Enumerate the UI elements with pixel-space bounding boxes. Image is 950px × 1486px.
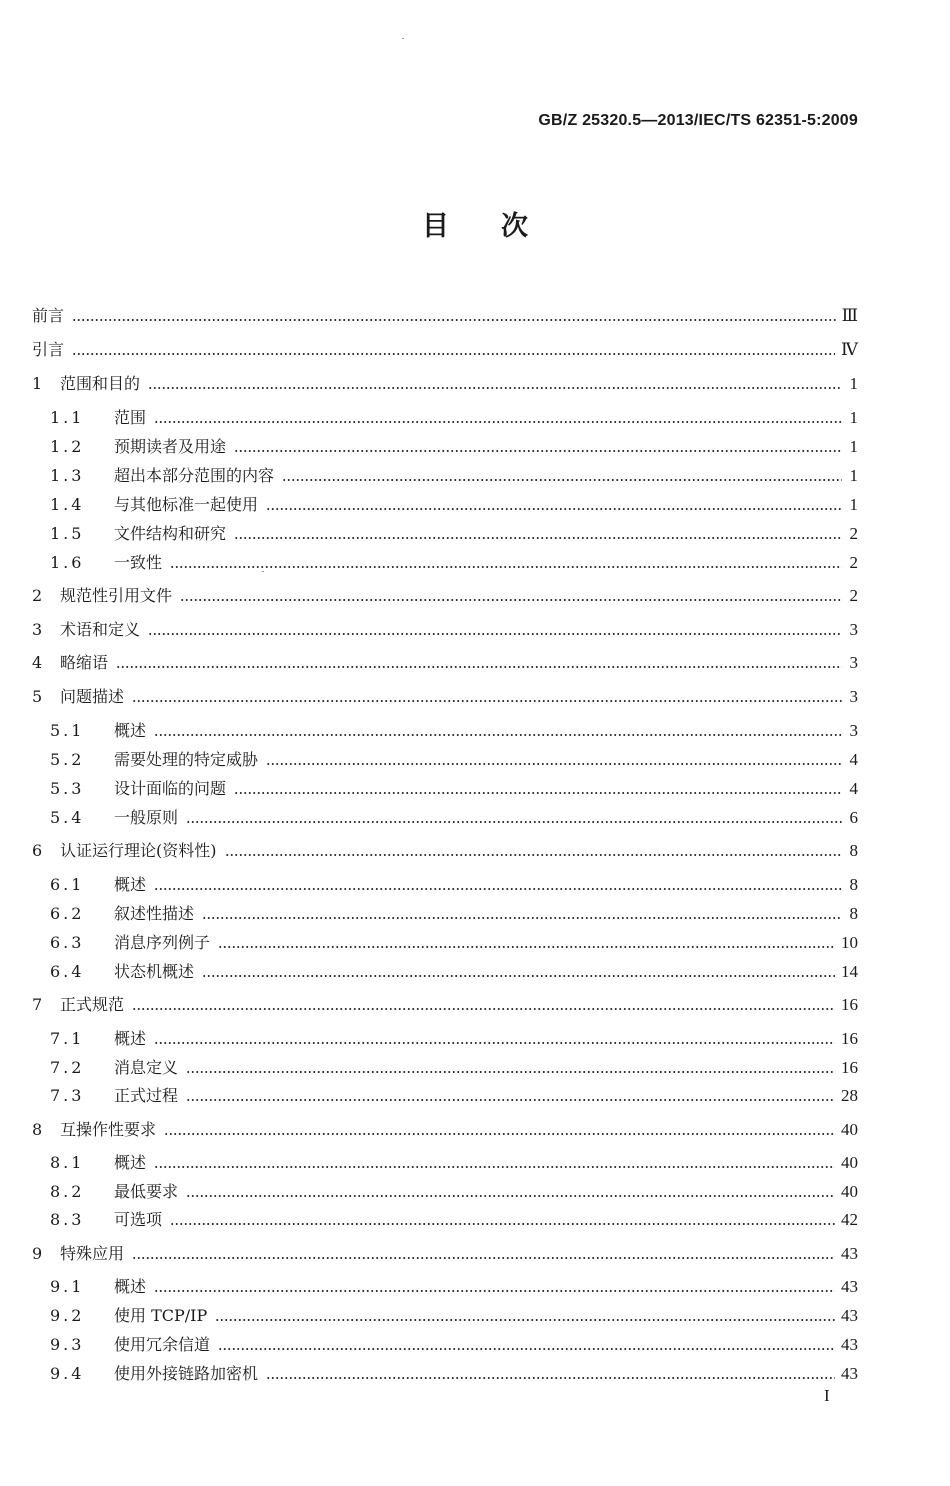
- toc-entry-label: 问题描述: [60, 687, 125, 706]
- dot-leader: [170, 1223, 835, 1225]
- toc-entry-page: 3: [849, 653, 858, 672]
- toc-entry-page: 16: [841, 1058, 858, 1077]
- toc-entry-label: 文件结构和研究: [114, 524, 227, 543]
- toc-entry-page: 3: [849, 687, 858, 706]
- toc-entry-page: 40: [841, 1120, 858, 1139]
- dot-leader: [215, 1319, 835, 1321]
- dot-leader: [202, 975, 835, 977]
- toc-entry-page: 16: [841, 995, 858, 1014]
- toc-entry-number: 9.2: [50, 1306, 85, 1325]
- toc-entry-page: 16: [841, 1029, 858, 1048]
- dot-leader: [180, 599, 842, 601]
- toc-entry-number: 5.3: [50, 779, 85, 798]
- toc-entry[interactable]: [32, 746, 858, 770]
- dot-leader: [132, 1257, 835, 1259]
- toc-entry[interactable]: [32, 1240, 858, 1264]
- dot-leader: [148, 387, 842, 389]
- toc-entry-number: 5.1: [50, 721, 85, 740]
- toc-entry-page: 1: [849, 374, 858, 393]
- toc-entry[interactable]: [32, 1331, 858, 1355]
- toc-entry-page: 8: [849, 841, 858, 860]
- toc-entry-number: 6.3: [50, 933, 85, 952]
- dot-leader: [132, 1008, 835, 1010]
- toc-entry-number: 1: [32, 374, 43, 393]
- toc-entry[interactable]: [32, 717, 858, 741]
- toc-entry[interactable]: [32, 302, 858, 326]
- toc-entry[interactable]: [32, 1273, 858, 1297]
- toc-entry[interactable]: [32, 837, 858, 861]
- dot-leader: [186, 1099, 835, 1101]
- page-number: I: [824, 1386, 830, 1405]
- toc-entry-page: Ⅳ: [841, 340, 858, 359]
- toc-entry-page: 2: [849, 586, 858, 605]
- toc-entry-label: 正式规范: [60, 995, 125, 1014]
- dot-leader: [202, 917, 842, 919]
- dot-leader: [186, 1195, 835, 1197]
- toc-entry-number: 9.4: [50, 1364, 85, 1383]
- toc-entry-number: 1.3: [50, 466, 85, 485]
- toc-entry[interactable]: [32, 1302, 858, 1326]
- toc-entry-number: 7.1: [50, 1029, 85, 1048]
- toc-entry-page: 4: [849, 750, 858, 769]
- toc-entry-label: 一致性: [114, 553, 163, 572]
- toc-entry-page: 40: [841, 1182, 858, 1201]
- toc-entry-number: 7: [32, 995, 43, 1014]
- toc-entry-number: 3: [32, 620, 43, 639]
- toc-entry-number: 9.1: [50, 1277, 85, 1296]
- toc-entry[interactable]: [32, 929, 858, 953]
- dot-leader: [154, 1166, 835, 1168]
- dot-leader: [72, 353, 835, 355]
- dot-leader: [266, 508, 842, 510]
- dot-leader: [266, 1377, 835, 1379]
- toc-entry-page: 1: [849, 408, 858, 427]
- toc-entry-page: 1: [849, 437, 858, 456]
- dot-leader: [164, 1133, 835, 1135]
- toc-entry-number: 8.1: [50, 1153, 85, 1172]
- toc-entry-label: 正式过程: [114, 1086, 179, 1105]
- toc-entry-number: 1.2: [50, 437, 85, 456]
- toc-entry-page: 40: [841, 1153, 858, 1172]
- toc-entry-label: 引言: [32, 340, 65, 359]
- toc-entry[interactable]: [32, 683, 858, 707]
- toc-entry-page: 10: [841, 933, 858, 952]
- toc-entry-label: 范围: [114, 408, 147, 427]
- toc-entry-page: 2: [849, 553, 858, 572]
- toc-entry[interactable]: [32, 900, 858, 924]
- toc-entry[interactable]: [32, 649, 858, 673]
- toc-entry-label: 略缩语: [60, 653, 109, 672]
- toc-entry-label: 概述: [114, 721, 147, 740]
- toc-entry[interactable]: [32, 958, 858, 982]
- dot-leader: [266, 763, 842, 765]
- dot-leader: [186, 821, 842, 823]
- toc-entry-number: 4: [32, 653, 43, 672]
- toc-entry-label: 前言: [32, 306, 65, 325]
- dot-leader: [154, 888, 842, 890]
- dot-leader: [186, 1071, 835, 1073]
- toc-entry[interactable]: [32, 336, 858, 360]
- toc-entry-label: 特殊应用: [60, 1244, 125, 1263]
- toc-entry-label: 消息序列例子: [114, 933, 211, 952]
- toc-entry[interactable]: [32, 991, 858, 1015]
- toc-entry-page: 1: [849, 495, 858, 514]
- toc-entry-page: 1: [849, 466, 858, 485]
- toc-entry-label: 需要处理的特定威胁: [114, 750, 259, 769]
- toc-entry[interactable]: [32, 520, 858, 544]
- toc-entry[interactable]: [32, 616, 858, 640]
- toc-entry[interactable]: [32, 582, 858, 606]
- toc-entry-label: 概述: [114, 1029, 147, 1048]
- toc-entry[interactable]: [32, 1082, 858, 1106]
- dot-leader: [218, 946, 835, 948]
- dot-leader: [132, 700, 842, 702]
- toc-entry-number: 1.5: [50, 524, 85, 543]
- toc-entry-page: 8: [849, 904, 858, 923]
- dot-leader: [154, 421, 842, 423]
- toc-entry-label: 设计面临的问题: [114, 779, 227, 798]
- toc-entry-page: 28: [841, 1086, 858, 1105]
- toc-entry-page: 42: [841, 1210, 858, 1229]
- toc-entry-label: 概述: [114, 1277, 147, 1296]
- toc-entry-number: 6.4: [50, 962, 85, 981]
- toc-entry[interactable]: [32, 1025, 858, 1049]
- toc-entry-label: 规范性引用文件: [60, 586, 173, 605]
- toc-entry-number: 8.2: [50, 1182, 85, 1201]
- toc-entry-number: 9: [32, 1244, 43, 1263]
- dot-leader: [234, 450, 842, 452]
- toc-entry-page: 2: [849, 524, 858, 543]
- toc-entry-number: 1.6: [50, 553, 85, 572]
- dot-leader: [282, 479, 842, 481]
- toc-entry-page: 3: [849, 620, 858, 639]
- toc-entry-page: Ⅲ: [841, 306, 858, 325]
- toc-entry-label: 概述: [114, 875, 147, 894]
- toc-entry[interactable]: [32, 462, 858, 486]
- toc-entry-number: 5.4: [50, 808, 85, 827]
- toc-entry[interactable]: [32, 491, 858, 515]
- toc-entry-label: 与其他标准一起使用: [114, 495, 259, 514]
- toc-entry-number: 7.2: [50, 1058, 85, 1077]
- toc-entry-label: 超出本部分范围的内容: [114, 466, 275, 485]
- toc-entry-number: 8.3: [50, 1210, 85, 1229]
- toc-entry-label: 预期读者及用途: [114, 437, 227, 456]
- scan-speck: [402, 38, 404, 39]
- toc-entry-number: 6.2: [50, 904, 85, 923]
- dot-leader: [218, 1348, 835, 1350]
- toc-entry-page: 4: [849, 779, 858, 798]
- dot-leader: [116, 666, 842, 668]
- toc-entry-label: 使用 TCP/IP: [114, 1306, 208, 1325]
- toc-entry[interactable]: [32, 1116, 858, 1140]
- dot-leader: [154, 734, 842, 736]
- dot-leader: [170, 566, 842, 568]
- standard-code: GB/Z 25320.5—2013/IEC/TS 62351-5:2009: [538, 112, 858, 129]
- toc-entry-label: 一般原则: [114, 808, 179, 827]
- dot-leader: [72, 319, 836, 321]
- toc-entry-label: 最低要求: [114, 1182, 179, 1201]
- dot-leader: [225, 854, 843, 856]
- toc-entry-label: 术语和定义: [60, 620, 141, 639]
- toc-entry-page: 43: [841, 1335, 858, 1354]
- scan-speck: [262, 571, 264, 572]
- toc-entry-page: 43: [841, 1364, 858, 1383]
- toc-entry-label: 认证运行理论(资料性): [60, 841, 217, 860]
- toc-entry-number: 2: [32, 586, 43, 605]
- toc-entry-label: 叙述性描述: [114, 904, 195, 923]
- toc-entry[interactable]: [32, 549, 858, 573]
- toc-entry-label: 状态机概述: [114, 962, 195, 981]
- dot-leader: [154, 1042, 835, 1044]
- toc-entry-number: 9.3: [50, 1335, 85, 1354]
- toc-entry-number: 6.1: [50, 875, 85, 894]
- toc-entry-number: 1.1: [50, 408, 85, 427]
- page-title: 目次: [422, 211, 580, 242]
- toc-entry[interactable]: [32, 1206, 858, 1230]
- toc-entry-number: 5: [32, 687, 43, 706]
- toc-entry[interactable]: [32, 775, 858, 799]
- toc-entry-page: 43: [841, 1244, 858, 1263]
- dot-leader: [148, 633, 842, 635]
- toc-entry[interactable]: [32, 804, 858, 828]
- toc-entry[interactable]: [32, 404, 858, 428]
- toc-entry-label: 消息定义: [114, 1058, 179, 1077]
- dot-leader: [234, 792, 842, 794]
- toc-entry-page: 3: [849, 721, 858, 740]
- toc-entry-label: 互操作性要求: [60, 1120, 157, 1139]
- toc-entry-label: 使用外接链路加密机: [114, 1364, 259, 1383]
- toc-entry-number: 6: [32, 841, 43, 860]
- toc-entry-page: 14: [841, 962, 858, 981]
- toc-entry[interactable]: [32, 1178, 858, 1202]
- toc-entry[interactable]: [32, 1054, 858, 1078]
- toc-entry[interactable]: [32, 433, 858, 457]
- toc-entry-number: 5.2: [50, 750, 85, 769]
- toc-entry[interactable]: [32, 370, 858, 394]
- toc-entry-page: 43: [841, 1277, 858, 1296]
- toc-entry-label: 可选项: [114, 1210, 163, 1229]
- toc-entry[interactable]: [32, 871, 858, 895]
- dot-leader: [234, 537, 842, 539]
- toc-entry-page: 8: [849, 875, 858, 894]
- dot-leader: [154, 1290, 835, 1292]
- toc-entry-number: 8: [32, 1120, 43, 1139]
- toc-entry-page: 43: [841, 1306, 858, 1325]
- toc-entry-number: 1.4: [50, 495, 85, 514]
- toc-entry-label: 使用冗余信道: [114, 1335, 211, 1354]
- toc-entry-label: 范围和目的: [60, 374, 141, 393]
- toc-entry[interactable]: [32, 1360, 858, 1384]
- toc-entry-page: 6: [849, 808, 858, 827]
- toc-entry[interactable]: [32, 1149, 858, 1173]
- toc-entry-label: 概述: [114, 1153, 147, 1172]
- toc-entry-number: 7.3: [50, 1086, 85, 1105]
